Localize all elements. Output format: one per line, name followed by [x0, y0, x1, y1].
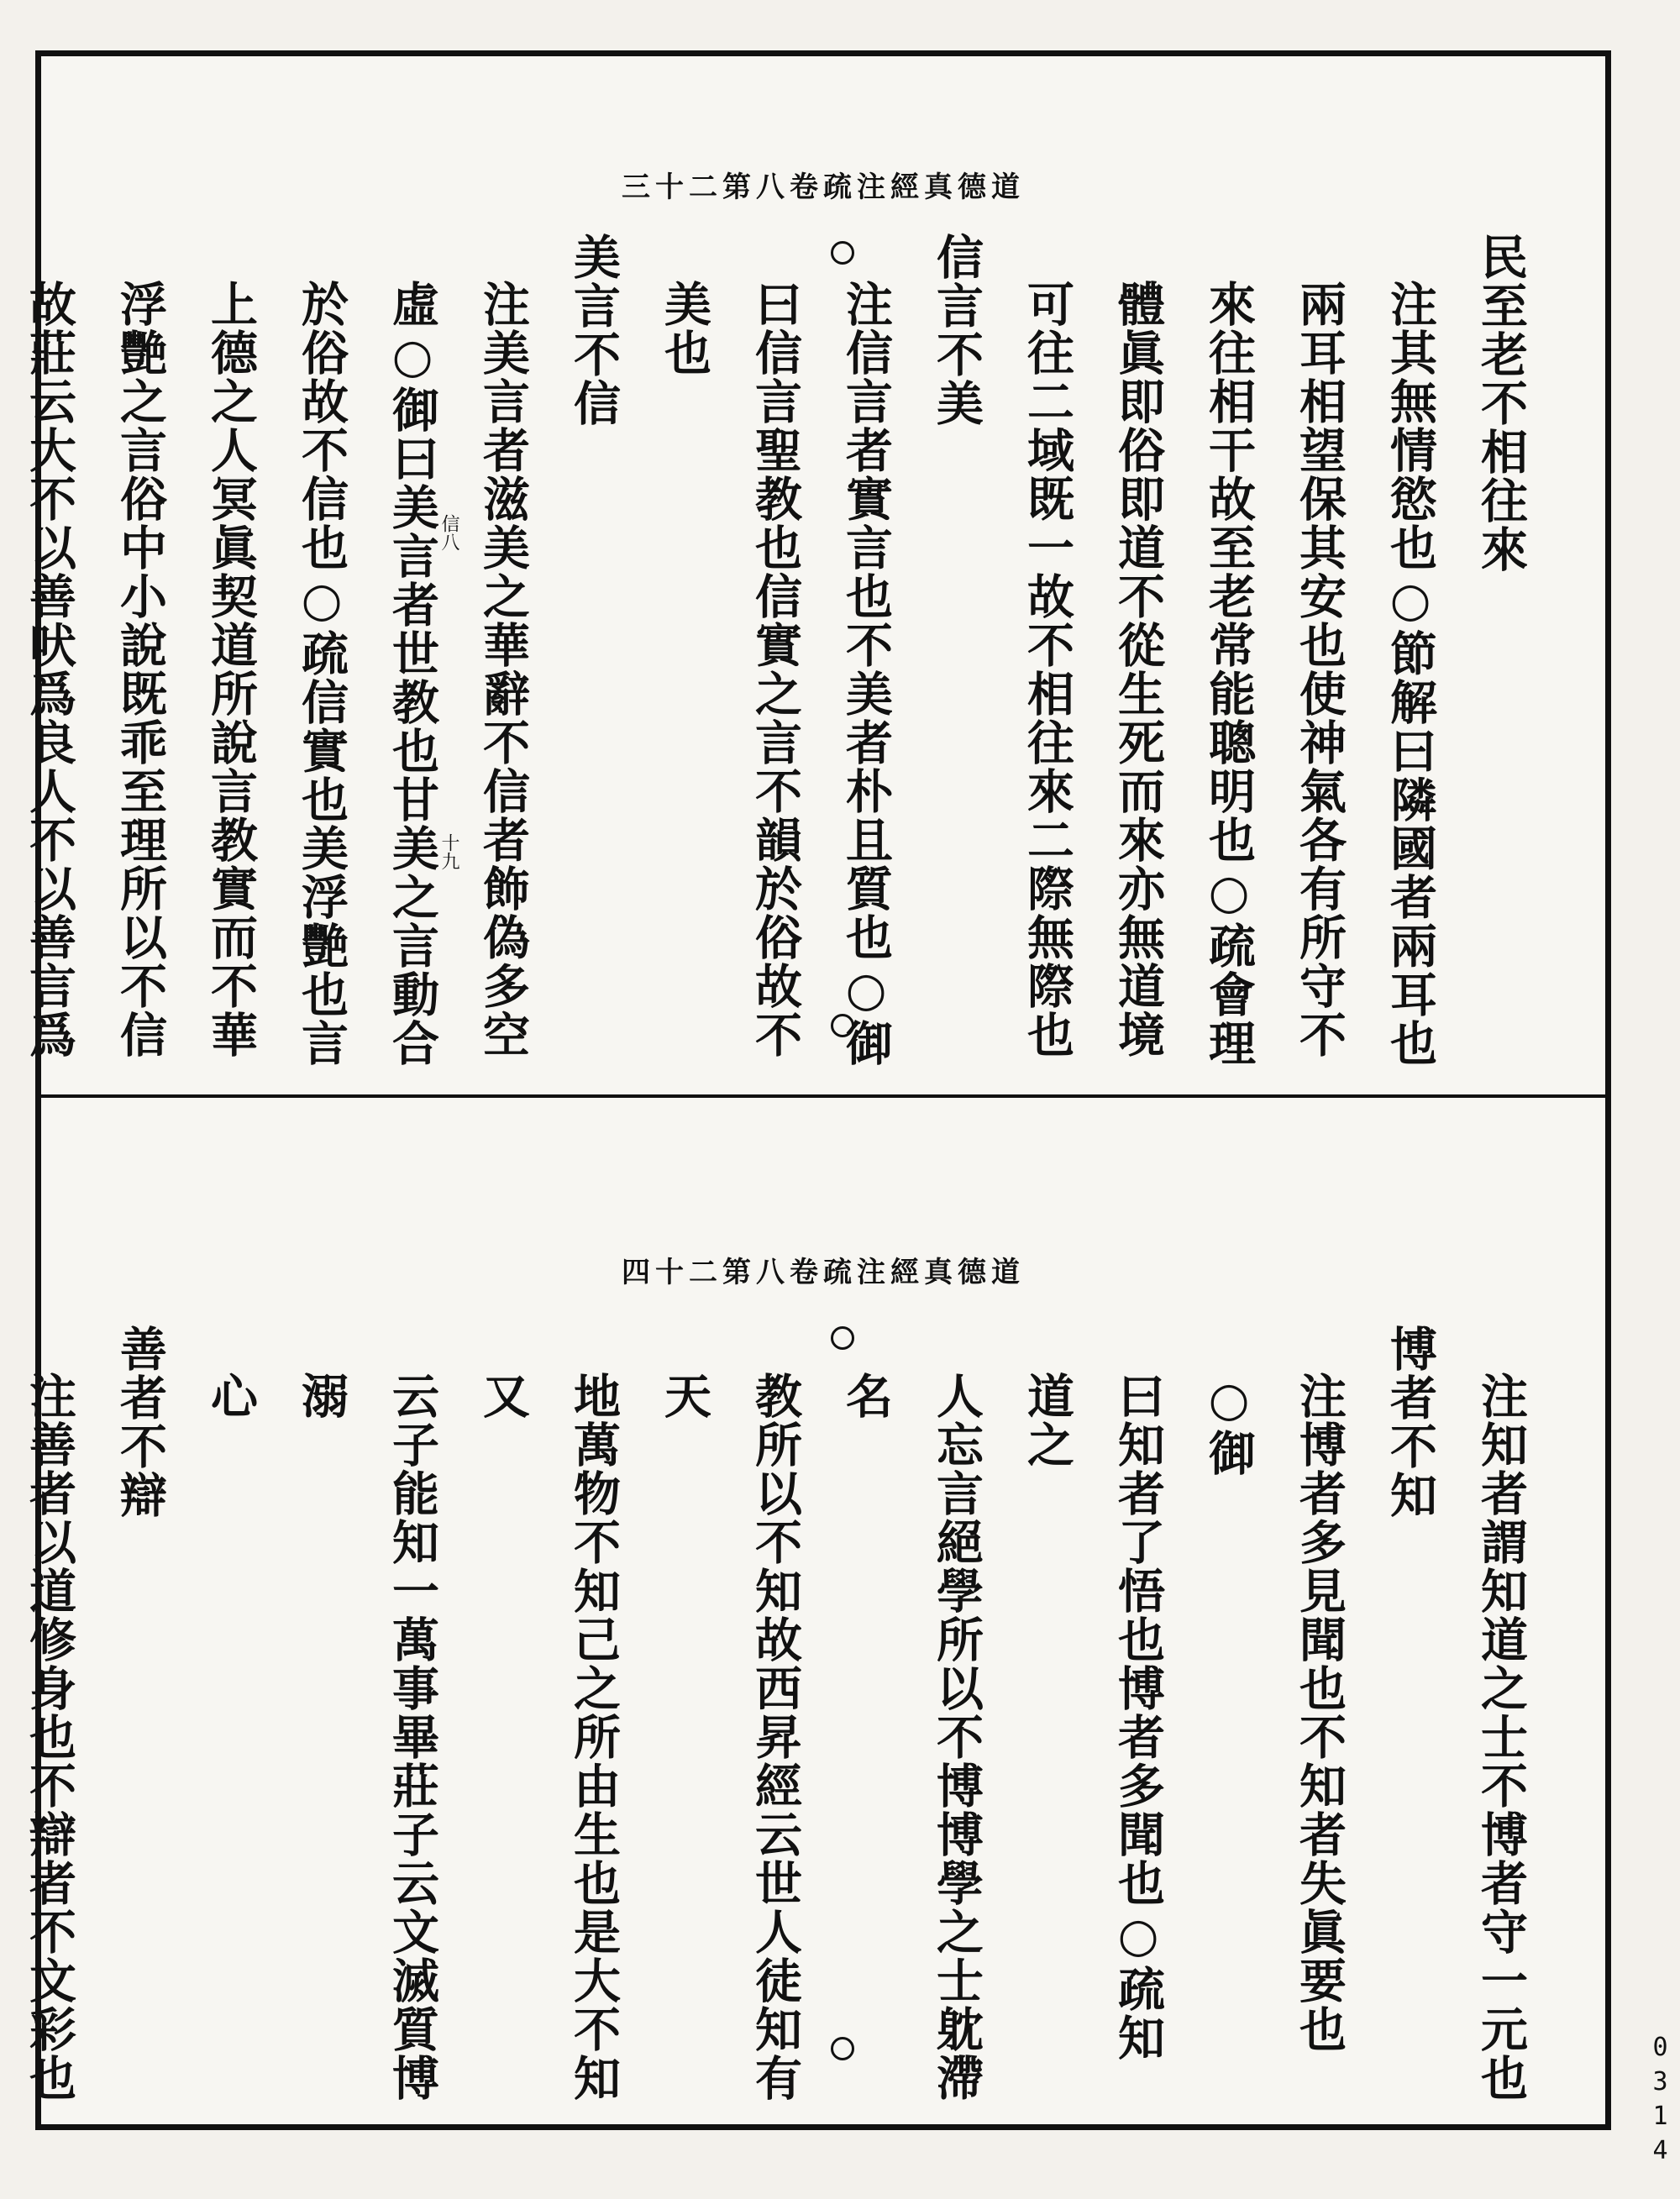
text-column: 虛○御曰美言者世教也甘美之言動合	[385, 280, 440, 1068]
text-column: 教所以不知故西昇經云世人徒知有天	[657, 1372, 803, 2102]
bottom-panel	[22, 1098, 1605, 2126]
text-column: 曰知者了悟也博者多聞也○疏知道之	[1020, 1372, 1166, 2062]
circle-marker	[831, 2037, 854, 2060]
text-column	[0, 233, 4, 1078]
side-note: 信八	[438, 514, 459, 551]
text-column: 善者不辯	[113, 1325, 168, 1519]
page-number: 0314	[1646, 2033, 1675, 2170]
text-column: 民至老不相往來	[1473, 233, 1529, 574]
circle-marker	[831, 1014, 854, 1037]
text-column: 於俗故不信也○疏信實也美浮艷也言	[294, 280, 349, 1068]
text-column: 體眞即俗即道不從生死而來亦無道境	[1110, 280, 1166, 1059]
page-frame	[22, 50, 1611, 2130]
text-column: 人忘言絕學所以不博博學之士躭滯名	[838, 1372, 984, 2102]
text-column: 云子能知一萬事畢莊子云文滅質博溺	[294, 1372, 440, 2102]
bottom-panel-body	[22, 1325, 1546, 2109]
side-note: 十九	[438, 833, 459, 870]
circle-marker	[831, 241, 854, 265]
text-column: 故莊云大不以善吠爲良人不以善言爲	[22, 280, 77, 1059]
text-column: 心	[203, 1372, 259, 1420]
text-column: 浮艷之言俗中小說既乖至理所以不信	[113, 280, 168, 1059]
text-column: 博者不知	[1383, 1325, 1438, 1519]
text-column: 來往相干故至老常能聰明也○疏會理	[1201, 280, 1257, 1068]
text-column: 可往二域既一故不相往來二際無際也	[1020, 280, 1075, 1059]
text-column: 注信言者實言也不美者朴且質也○御	[838, 280, 894, 1068]
text-column: 曰信言聖教也信實之言不韻於俗故不	[748, 280, 803, 1059]
text-column: 注美言者滋美之華辭不信者飾偽多空	[475, 280, 531, 1059]
circle-marker	[831, 1326, 854, 1350]
top-panel-header: 道德真經注疏卷八第二十三	[622, 171, 1025, 204]
top-panel	[22, 56, 1605, 1094]
text-column: 注善者以道修身也不辯者不文彩也	[22, 1372, 77, 2102]
text-column: 上德之人冥眞契道所說言教實而不華	[203, 280, 259, 1059]
text-column: 地萬物不知己之所由生也是大不知又	[475, 1372, 622, 2102]
text-column: 信言不美	[929, 233, 984, 428]
bottom-panel-header: 道德真經注疏卷八第二十四	[622, 1256, 1025, 1289]
text-column: 注其無情慾也○節解曰隣國者兩耳也	[1383, 280, 1438, 1068]
top-panel-body	[22, 233, 1546, 1078]
text-column: 美也	[657, 280, 712, 377]
text-column: 注博者多見聞也不知者失眞要也○御	[1201, 1372, 1347, 2054]
text-column: 注知者謂知道之士不博者守一元也	[1473, 1372, 1529, 2102]
text-column: 兩耳相望保其安也使神氣各有所守不	[1292, 280, 1347, 1059]
text-column: 美言不信	[566, 233, 622, 428]
